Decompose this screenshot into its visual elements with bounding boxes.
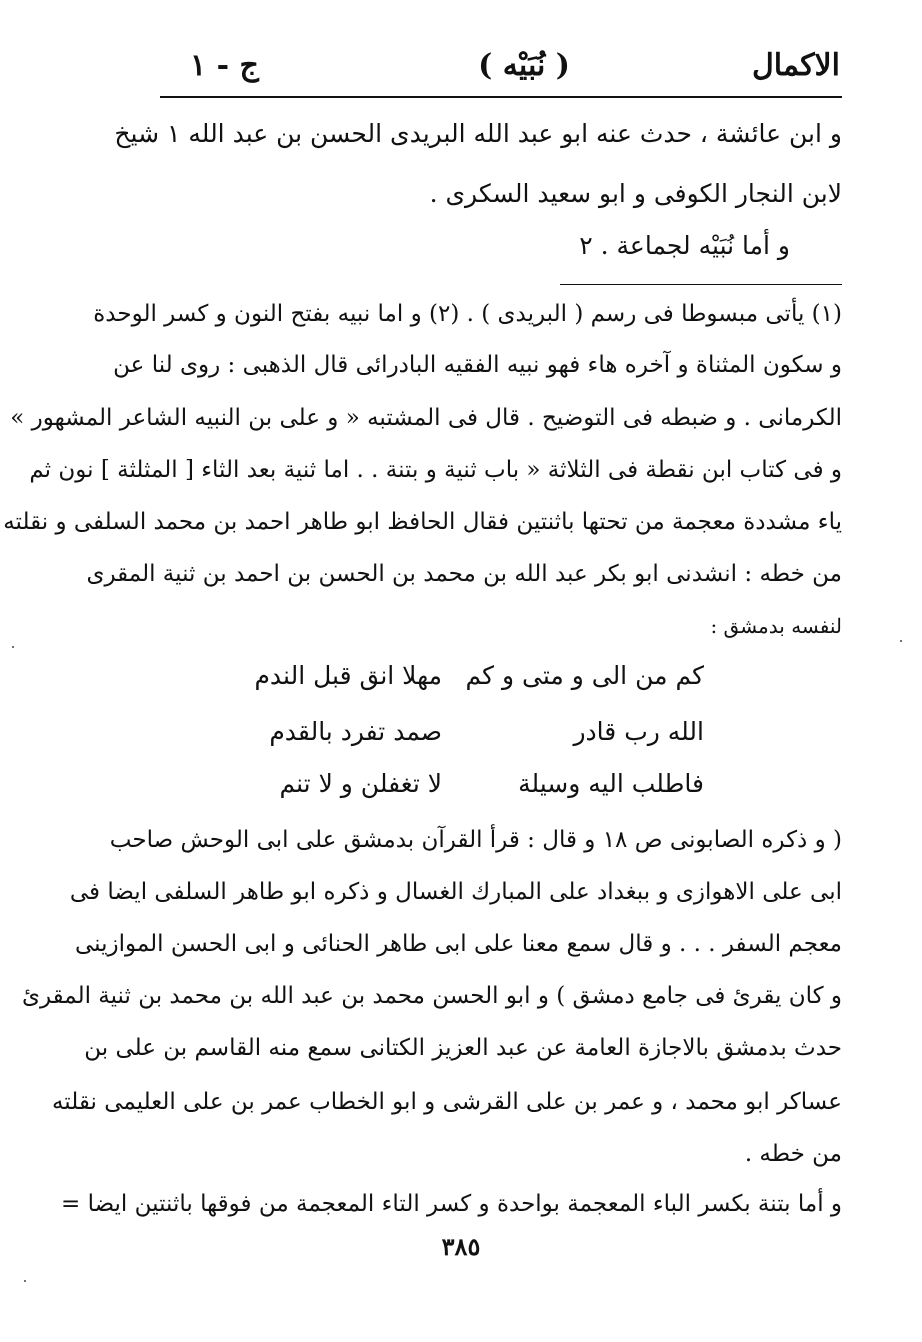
header-entry-name: ( نُبَيْه ) [478,48,570,83]
footnote-rule [560,284,842,285]
page-number: ٣٨٥ [441,1232,481,1261]
header-book-title: الاكمال [751,48,840,83]
continuation-line: ابى على الاهوازى و ببغداد على المبارك الغسال و ذكره ابو طاهر السلفى ايضا فى [69,879,842,905]
continuation-line: معجم السفر . . . و قال سمع معنا على ابى طاهر الحنائى و ابى الحسن الموازينى [74,931,842,957]
footnote-line: و فى كتاب ابن نقطة فى الثلاثة « باب ثنية و بتنة . . اما ثنية بعد الثاء [ المثلثة ] نون ثم [29,457,842,483]
continuation-line: عساكر ابو محمد ، و عمر بن على القرشى و ابو الخطاب عمر بن على العليمى نقلته [51,1089,842,1115]
verse-first-hemistich: كم من الى و متى و كم [465,661,704,690]
header-volume: ج - ١ [190,48,259,83]
footnote-line: الكرمانى . و ضبطه فى التوضيح . قال فى المشتبه « و على بن النبيه الشاعر المشهور » [10,405,842,431]
continuation-line: حدث بدمشق بالاجازة العامة عن عبد العزيز الكتانى سمع منه القاسم بن على بن [84,1035,842,1061]
footnote-line: لنفسه بدمشق : [710,614,842,638]
body-line: و أما نُبَيْه لجماعة . ٢ [579,231,790,260]
header-rule [160,96,842,98]
footnote-line: (١) يأتى مبسوطا فى رسم ( البريدى ) . (٢) و اما نبيه بفتح النون و كسر الوحدة [93,301,842,327]
continuation-line: و أما بتنة بكسر الباء المعجمة بواحدة و كسر التاء المعجمة من فوقها باثنتين ايضا = [60,1191,842,1217]
verse-second-hemistich: لا تغفلن و لا تنم [279,769,442,798]
continuation-line: ( و ذكره الصابونى ص ١٨ و قال : قرأ القرآن بدمشق على ابى الوحش صاحب [109,827,842,853]
continuation-line: من خطه . [744,1141,842,1167]
footnote-line: من خطه : انشدنى ابو بكر عبد الله بن محمد بن الحسن بن احمد بن ثنية المقرى [86,561,842,587]
running-header [160,42,840,92]
verse-second-hemistich: صمد تفرد بالقدم [269,717,442,746]
body-line: و ابن عائشة ، حدث عنه ابو عبد الله البريدى الحسن بن عبد الله ١ شيخ [114,119,842,148]
verse-first-hemistich: فاطلب اليه وسيلة [518,769,704,798]
continuation-line: و كان يقرئ فى جامع دمشق ) و ابو الحسن محمد بن عبد الله بن محمد بن ثنية المقرئ [21,983,842,1009]
footnote-line: و سكون المثناة و آخره هاء فهو نبيه الفقيه البادرائى قال الذهبى : روى لنا عن [113,352,842,378]
verse-first-hemistich: الله رب قادر [573,717,704,746]
body-line: لابن النجار الكوفى و ابو سعيد السكرى . [429,179,842,208]
verse-second-hemistich: مهلا انق قبل الندم [254,661,442,690]
footnote-line: ياء مشددة معجمة من تحتها باثنتين فقال الحافظ ابو طاهر احمد بن محمد السلفى و نقلته [3,509,842,535]
